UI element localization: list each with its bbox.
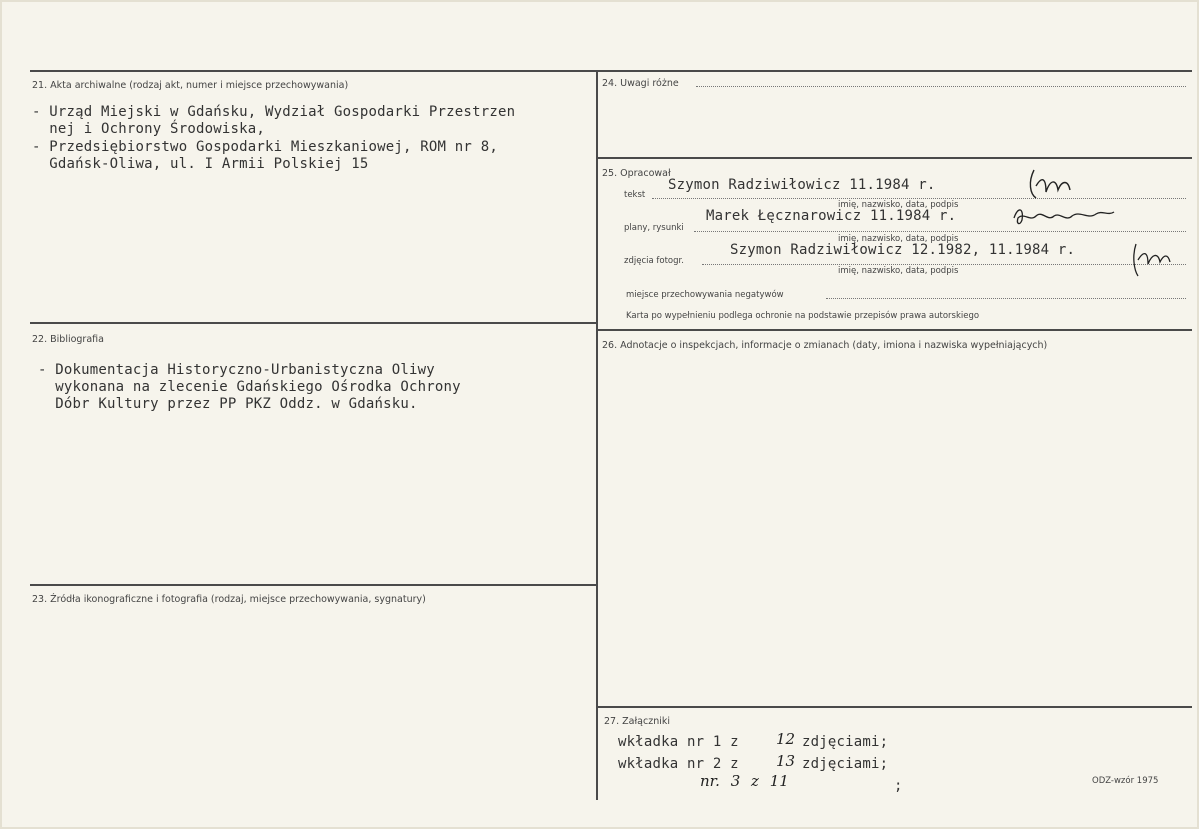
section-21-line-2: nej i Ochrony Środowiska, — [32, 121, 265, 137]
attachment-2-typed: wkładka nr 2 z — [618, 756, 739, 772]
column-divider — [596, 70, 598, 800]
copyright-note: Karta po wypełnieniu podlega ochronie na podstawie przepisów prawa autorskiego — [626, 311, 980, 321]
section-21-line-4: Gdańsk-Oliwa, ul. I Armii Polskiej 15 — [32, 156, 369, 172]
tekst-value: Szymon Radziwiłowicz 11.1984 r. — [668, 177, 936, 193]
attachment-2-count: 13 — [776, 752, 796, 770]
zdjecia-label: zdjęcia fotogr. — [624, 256, 684, 266]
signature-3 — [1128, 240, 1176, 280]
rule-22-23 — [30, 584, 596, 586]
negatywy-dotted-line — [826, 298, 1186, 299]
rule-25-26 — [596, 329, 1192, 331]
section-22-line-1: - Dokumentacja Historyczno-Urbanistyczna Oliwy — [38, 362, 435, 378]
zdjecia-caption: imię, nazwisko, data, podpis — [838, 266, 959, 276]
plany-label: plany, rysunki — [624, 223, 684, 233]
section-24-dotted-line — [696, 86, 1186, 87]
section-21-line-1: - Urząd Miejski w Gdańsku, Wydział Gospodarki Przestrzen — [32, 104, 516, 120]
attachment-3-handwritten: nr. 3 z 11 — [700, 772, 789, 790]
attachment-1-count: 12 — [776, 730, 796, 748]
section-26-label: 26. Adnotacje o inspekcjach, informacje o zmianach (daty, imiona i nazwiska wypełniających) — [602, 340, 1048, 351]
section-22-label: 22. Bibliografia — [32, 334, 104, 345]
rule-21-22 — [30, 322, 596, 324]
zdjecia-dotted-line — [702, 264, 1186, 265]
tekst-label: tekst — [624, 190, 646, 200]
section-25-label: 25. Opracował — [602, 168, 671, 179]
section-23-label: 23. Źródła ikonograficzne i fotografia (rodzaj, miejsce przechowywania, sygnatury) — [32, 594, 426, 605]
signature-1 — [1024, 166, 1084, 200]
section-21-label: 21. Akta archiwalne (rodzaj akt, numer i miejsce przechowywania) — [32, 80, 349, 91]
section-22-line-3: Dóbr Kultury przez PP PKZ Oddz. w Gdańsku. — [38, 396, 418, 412]
negatywy-label: miejsce przechowywania negatywów — [626, 290, 784, 300]
attachment-1-end: zdjęciami; — [802, 734, 889, 750]
section-27-label: 27. Załączniki — [604, 716, 670, 727]
section-24-label: 24. Uwagi różne — [602, 78, 679, 89]
plany-caption: imię, nazwisko, data, podpis — [838, 234, 959, 244]
signature-2 — [1008, 200, 1120, 230]
rule-26-27 — [596, 706, 1192, 708]
plany-dotted-line — [694, 231, 1186, 232]
tekst-caption: imię, nazwisko, data, podpis — [838, 200, 959, 210]
plany-value: Marek Łęcznarowicz 11.1984 r. — [706, 208, 957, 224]
zdjecia-value: Szymon Radziwiłowicz 12.1982, 11.1984 r. — [730, 242, 1076, 258]
section-22-line-2: wykonana na zlecenie Gdańskiego Ośrodka Ochrony — [38, 379, 461, 395]
form-id: ODZ-wzór 1975 — [1092, 776, 1159, 786]
top-rule — [30, 70, 1192, 72]
rule-24-25 — [596, 157, 1192, 159]
attachment-2-end: zdjęciami; — [802, 756, 889, 772]
section-21-line-3: - Przedsiębiorstwo Gospodarki Mieszkaniowej, ROM nr 8, — [32, 139, 498, 155]
attachment-3-end: ; — [894, 778, 903, 794]
attachment-1-typed: wkładka nr 1 z — [618, 734, 739, 750]
tekst-dotted-line — [652, 198, 1186, 199]
